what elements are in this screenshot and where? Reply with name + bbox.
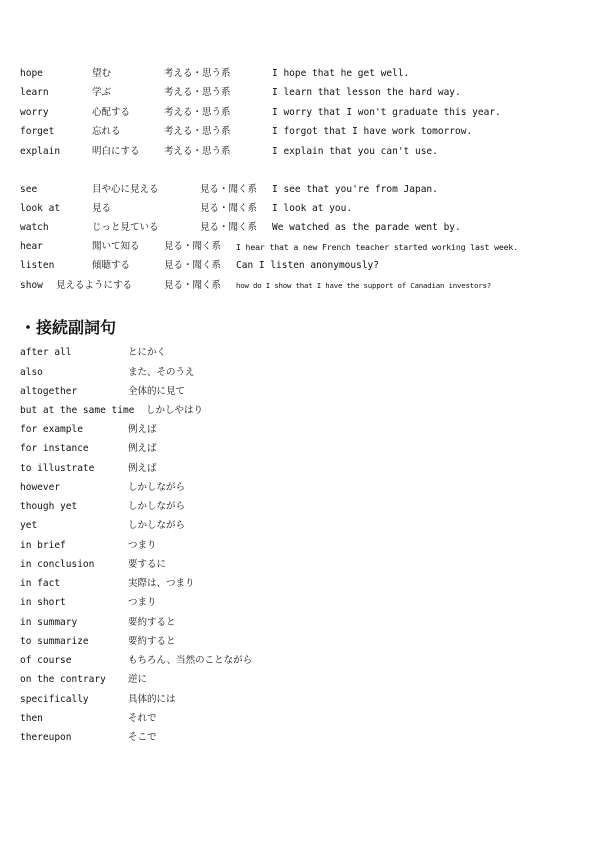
phrase-en: to illustrate (20, 463, 95, 474)
phrase-ja: つまり (128, 597, 157, 608)
word-en: show (20, 280, 43, 291)
phrase-en: thereupon (20, 732, 72, 743)
example-sentence: I see that you're from Japan. (272, 184, 438, 195)
word-en: forget (20, 126, 55, 137)
phrase-en: altogether (20, 386, 78, 397)
word-ja: 傾聴する (92, 260, 131, 271)
word-en: worry (20, 107, 49, 118)
word-category: 考える・思う系 (164, 87, 231, 98)
phrase-en: though yet (20, 501, 78, 512)
example-sentence: how do I show that I have the support of Canadian investors? (236, 281, 491, 290)
section-heading: ・接続副詞句 (20, 318, 117, 337)
word-category: 考える・思う系 (164, 126, 231, 137)
word-ja: 聞いて知る (92, 241, 140, 252)
word-ja: 望む (92, 68, 112, 79)
word-category: 見る・聞く系 (200, 222, 258, 233)
word-ja: 明白にする (92, 146, 140, 157)
phrase-en: also (20, 367, 43, 378)
phrase-en: however (20, 482, 61, 493)
word-category: 考える・思う系 (164, 68, 231, 79)
phrase-ja: もちろん、当然のことながら (128, 655, 253, 666)
phrase-en: then (20, 713, 43, 724)
word-ja: じっと見ている (92, 222, 159, 233)
phrase-en: in brief (20, 540, 66, 551)
phrase-en: yet (20, 520, 38, 531)
phrase-ja: しかしやはり (146, 405, 204, 416)
example-sentence: We watched as the parade went by. (272, 222, 461, 233)
word-category: 見る・聞く系 (164, 280, 222, 291)
phrase-en: in fact (20, 578, 61, 589)
word-en: look at (20, 203, 61, 214)
phrase-en: of course (20, 655, 72, 666)
phrase-ja: 要約すると (128, 617, 176, 628)
phrase-ja: しかしながら (128, 482, 186, 493)
word-en: listen (20, 260, 55, 271)
word-ja: 心配する (92, 107, 131, 118)
word-en: hope (20, 68, 43, 79)
word-ja: 見えるようにする (56, 280, 133, 291)
word-category: 見る・聞く系 (164, 260, 222, 271)
phrase-ja: 実際は、つまり (128, 578, 195, 589)
word-ja: 目や心に見える (92, 184, 159, 195)
example-sentence: I explain that you can't use. (272, 146, 438, 157)
word-category: 見る・聞く系 (200, 203, 258, 214)
phrase-ja: そこで (128, 732, 157, 743)
phrase-ja: とにかく (128, 347, 167, 358)
word-category: 考える・思う系 (164, 146, 231, 157)
phrase-en: specifically (20, 694, 89, 705)
word-en: learn (20, 87, 49, 98)
phrase-ja: 例えば (128, 463, 157, 474)
phrase-ja: しかしながら (128, 501, 186, 512)
phrase-ja: つまり (128, 540, 157, 551)
word-ja: 見る (92, 203, 112, 214)
phrase-en: for instance (20, 443, 89, 454)
phrase-en: in short (20, 597, 66, 608)
word-en: hear (20, 241, 43, 252)
example-sentence: I learn that lesson the hard way. (272, 87, 461, 98)
example-sentence: I forgot that I have work tomorrow. (272, 126, 473, 137)
example-sentence: I hope that he get well. (272, 68, 410, 79)
phrase-ja: 例えば (128, 424, 157, 435)
example-sentence: I worry that I won't graduate this year. (272, 107, 501, 118)
word-en: explain (20, 146, 61, 157)
phrase-ja: 全体的に見て (128, 386, 186, 397)
phrase-ja: 逆に (128, 674, 148, 685)
word-en: see (20, 184, 38, 195)
phrase-ja: また、そのうえ (128, 367, 195, 378)
phrase-ja: 要するに (128, 559, 167, 570)
phrase-ja: 要約すると (128, 636, 176, 647)
word-category: 考える・思う系 (164, 107, 231, 118)
phrase-ja: 例えば (128, 443, 157, 454)
word-category: 見る・聞く系 (164, 241, 222, 252)
example-sentence: Can I listen anonymously? (236, 260, 379, 271)
phrase-en: on the contrary (20, 674, 106, 685)
word-category: 見る・聞く系 (200, 184, 258, 195)
phrase-ja: 具体的には (128, 694, 176, 705)
word-ja: 学ぶ (92, 87, 112, 98)
phrase-en: to summarize (20, 636, 89, 647)
phrase-en: in summary (20, 617, 78, 628)
phrase-en: but at the same time (20, 405, 135, 416)
phrase-ja: しかしながら (128, 520, 186, 531)
phrase-en: for example (20, 424, 83, 435)
example-sentence: I hear that a new French teacher started working last week. (236, 242, 518, 252)
word-en: watch (20, 222, 49, 233)
phrase-en: in conclusion (20, 559, 95, 570)
phrase-en: after all (20, 347, 72, 358)
phrase-ja: それで (128, 713, 157, 724)
example-sentence: I look at you. (272, 203, 353, 214)
word-ja: 忘れる (92, 126, 121, 137)
